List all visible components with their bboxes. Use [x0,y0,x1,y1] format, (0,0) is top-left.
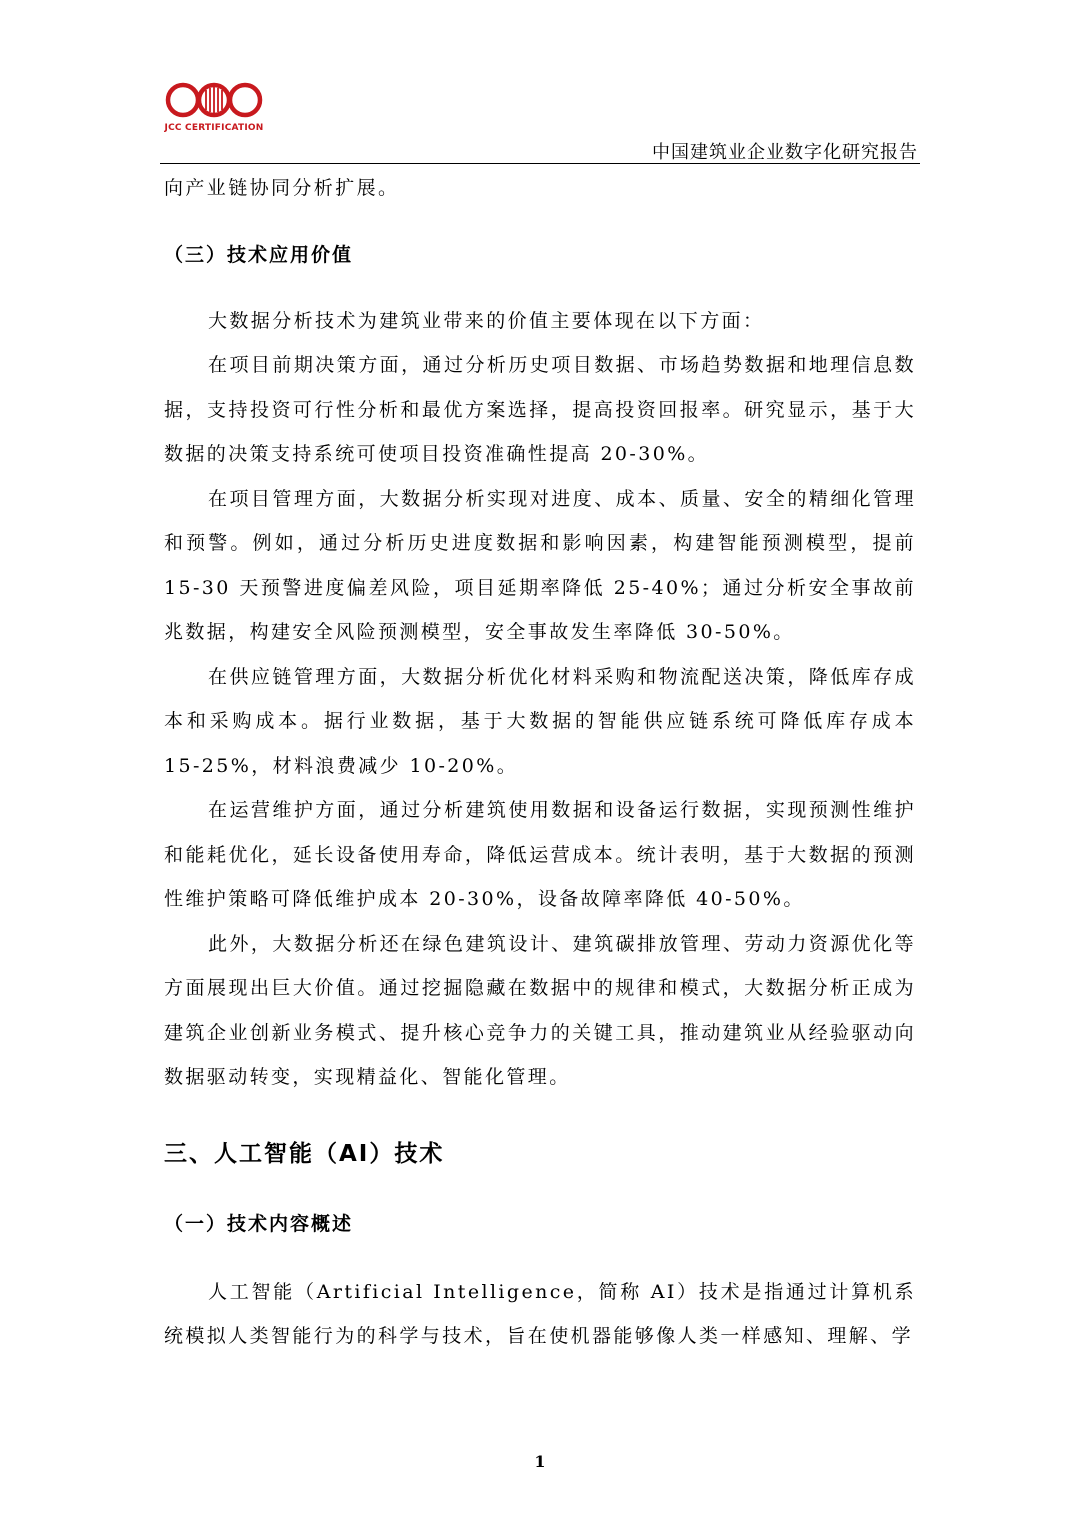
paragraph-supply-chain: 在供应链管理方面，大数据分析优化材料采购和物流配送决策，降低库存成本和采购成本。据行业数据，基于大数据的智能供应链系统可降低库存成本 15-25%，材料浪费减少 10-20%。 [164,665,916,777]
header-divider [160,163,920,164]
paragraph-other-value: 此外，大数据分析还在绿色建筑设计、建筑碳排放管理、劳动力资源优化等方面展现出巨大价值。通过挖掘隐藏在数据中的规律和模式，大数据分析正成为建筑企业创新业务模式、提升核心竞争力的关键工具，推动建筑业从经验驱动向数据驱动转变，实现精益化、智能化管理。 [164,932,916,1088]
paragraph-value-intro: 大数据分析技术为建筑业带来的价值主要体现在以下方面： [208,309,765,332]
page-content [164,166,916,1359]
paragraph-early-decision: 在项目前期决策方面，通过分析历史项目数据、市场趋势数据和地理信息数据，支持投资可行性分析和最优方案选择，提高投资回报率。研究显示，基于大数据的决策支持系统可使项目投资准确性提高 20-30%。 [164,354,916,465]
paragraph-operation-maintenance: 在运营维护方面，通过分析建筑使用数据和设备运行数据，实现预测性维护和能耗优化，延长设备使用寿命，降低运营成本。统计表明，基于大数据的预测性维护策略可降低维护成本 20-30%，设备故障率降低 40-50%。 [164,799,916,910]
chapter-heading-ai: 三、人工智能（AI）技术 [164,1140,445,1167]
section-heading-overview: （一）技术内容概述 [164,1212,354,1235]
logo-text: JCC CERTIFICATION [164,123,264,133]
paragraph-continuation: 向产业链协同分析扩展。 [164,177,400,199]
paragraph-project-management: 在项目管理方面，大数据分析实现对进度、成本、质量、安全的精细化管理和预警。例如，通过分析历史进度数据和影响因素，构建智能预测模型，提前 15-30 天预警进度偏差风险，项目延期率降低 25-40%；通过分析安全事故前兆数据，构建安全风险预测模型，安全事故发生率降低 30-50%。 [164,487,916,643]
report-title: 中国建筑业企业数字化研究报告 [652,142,918,163]
paragraph-ai-definition: 人工智能（Artificial Intelligence，简称 AI）技术是指通过计算机系统模拟人类智能行为的科学与技术，旨在使机器能够像人类一样感知、理解、学 [164,1280,916,1347]
section-heading-application-value: （三）技术应用价值 [164,243,354,266]
page-number: 1 [534,1452,546,1471]
